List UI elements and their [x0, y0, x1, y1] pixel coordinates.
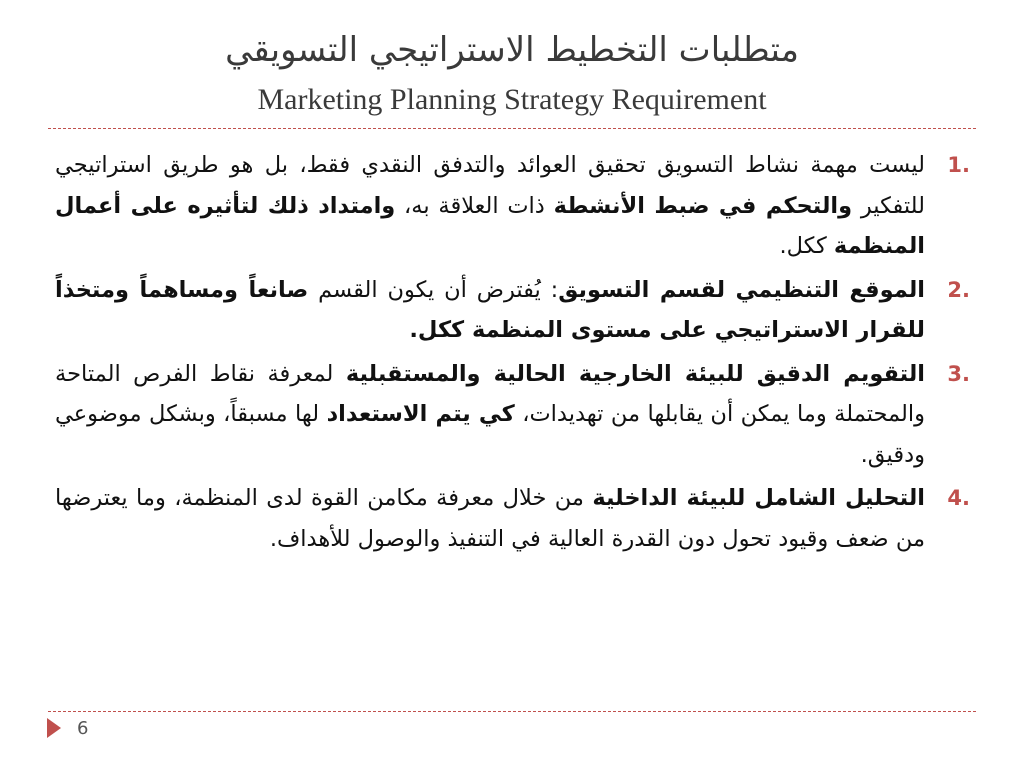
item-text: ذات العلاقة به، — [395, 192, 554, 219]
item-text-bold: التحليل الشامل للبيئة الداخلية — [592, 485, 925, 511]
item-text-bold: الموقع التنظيمي لقسم التسويق — [558, 276, 925, 303]
item-text: من خلال معرفة مكامن القوة لدى المنظمة، وما يعترضها من ضعف وقيود تحول دون القدرة العالية في التنفيذ والوصول للأهداف. — [55, 485, 925, 552]
item-text: لمعرفة نقاط الفرص المتاحة والمحتملة وما يمكن أن يقابلها من تهديدات، — [55, 360, 925, 427]
item-number: 4. — [947, 486, 970, 510]
item-number: 1. — [947, 153, 970, 177]
page-number: 6 — [77, 718, 89, 739]
item-number: 2. — [947, 277, 970, 302]
list-item — [55, 354, 970, 476]
item-text-bold: وامتداد ذلك لتأثيره على أعمال المنظمة — [55, 192, 925, 259]
item-text: لها مسبقاً، وبشكل موضوعي ودقيق. — [55, 401, 925, 468]
item-text: ككل. — [779, 233, 834, 259]
slide-title-english: Marketing Planning Strategy Requirement — [257, 83, 767, 116]
play-arrow-icon — [47, 718, 61, 738]
item-text-bold: كي يتم الاستعداد — [326, 401, 515, 427]
top-divider — [48, 128, 976, 129]
list-item — [55, 145, 970, 267]
item-text-bold: التقويم الدقيق للبيئة الخارجية الحالية والمستقبلية — [345, 360, 925, 387]
item-text: ليست مهمة نشاط التسويق تحقيق العوائد والتدفق النقدي فقط، بل هو طريق استراتيجي للتفكير — [55, 152, 925, 219]
requirements-list — [55, 145, 970, 562]
list-item — [55, 270, 970, 351]
item-text-bold: صانعاً ومساهماً ومتخذاً للقرار الاستراتيجي على مستوى المنظمة ككل. — [55, 276, 925, 343]
item-text: : يُفترض أن يكون القسم — [308, 276, 559, 303]
item-text-bold: والتحكم في ضبط الأنشطة — [553, 192, 853, 219]
slide-title-arabic: متطلبات التخطيط الاستراتيجي التسويقي — [225, 30, 799, 70]
list-item — [55, 478, 970, 559]
bottom-divider — [48, 711, 976, 712]
item-number: 3. — [947, 361, 970, 386]
